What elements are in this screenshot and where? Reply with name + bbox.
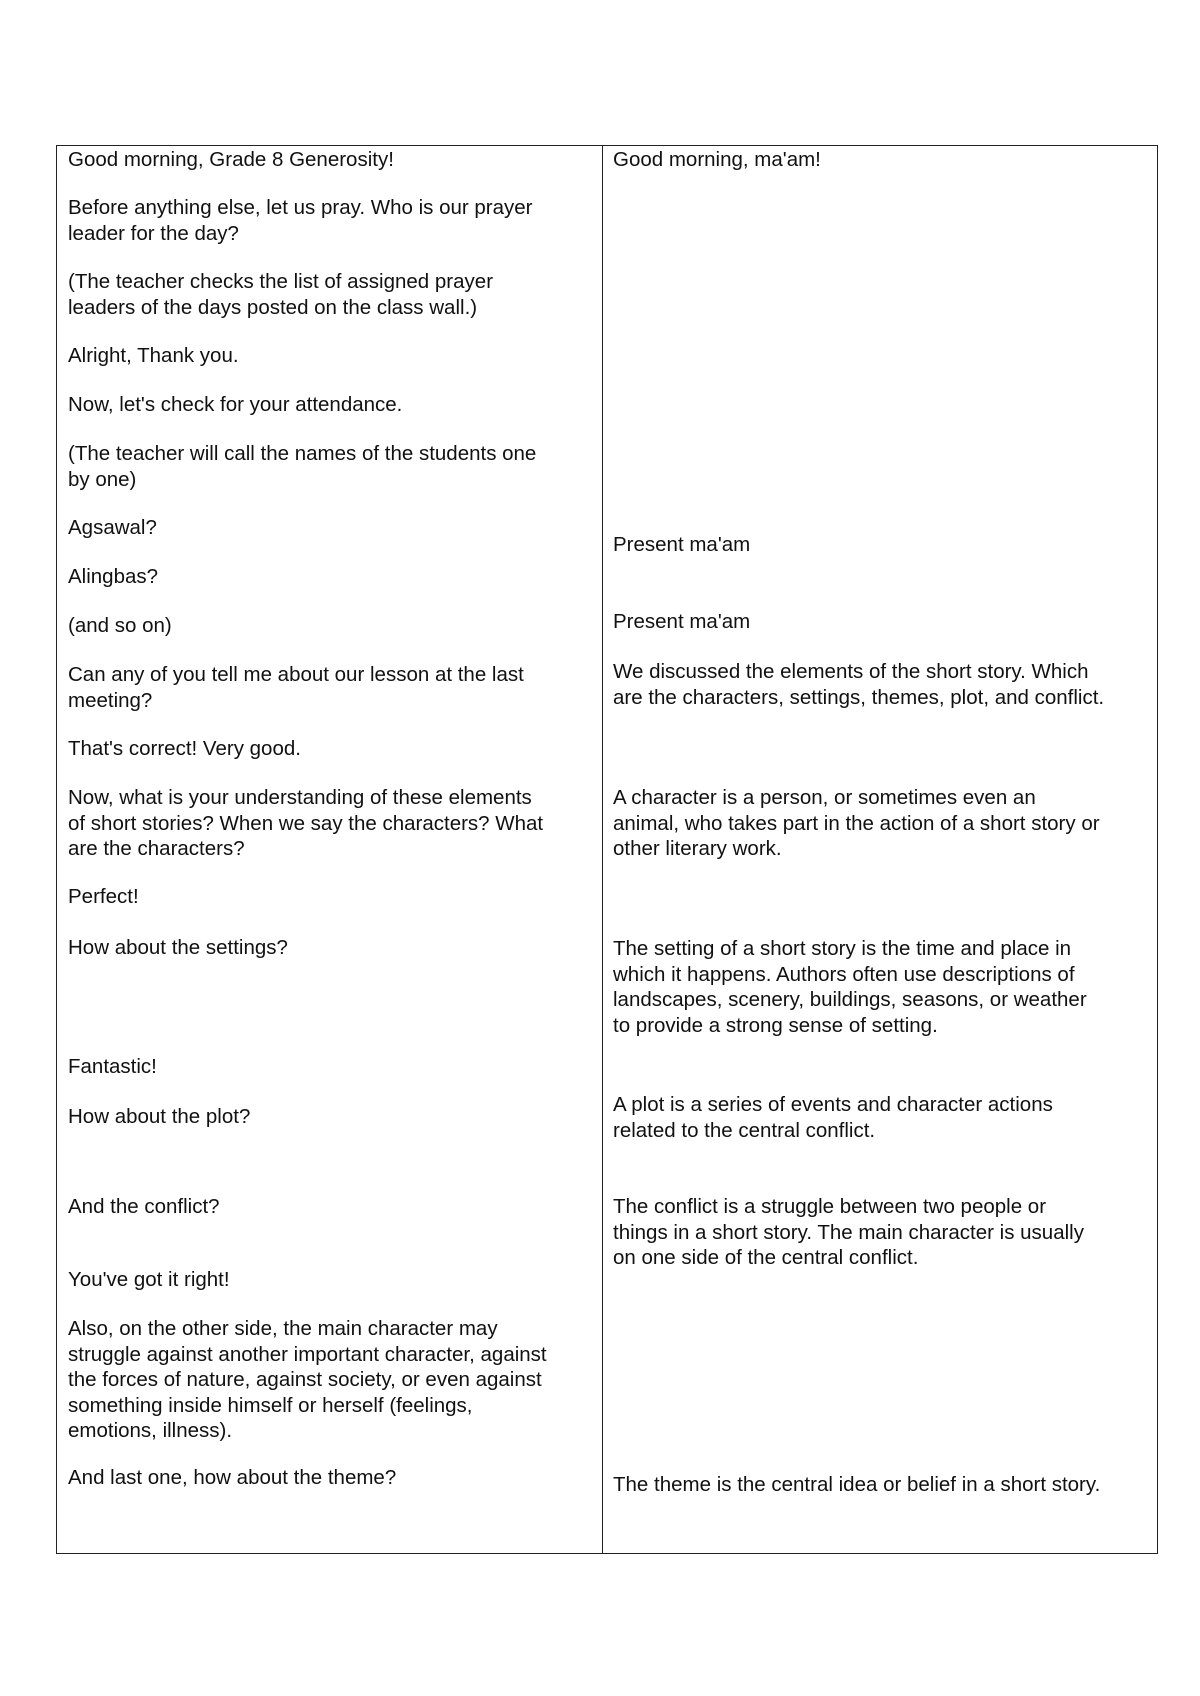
student-line: A plot is a series of events and character actions related to the central conflict. <box>613 1093 1053 1142</box>
teacher-line: How about the settings? <box>68 936 288 959</box>
student-line: Good morning, ma'am! <box>613 148 821 171</box>
student-line: We discussed the elements of the short story. Which are the characters, settings, themes, plot, and conflict. <box>613 660 1105 709</box>
teacher-line: Perfect! <box>68 885 139 908</box>
teacher-line: Agsawal? <box>68 516 157 539</box>
teacher-line: How about the plot? <box>68 1105 251 1128</box>
teacher-line: That's correct! Very good. <box>68 737 301 760</box>
column-divider <box>602 145 603 1554</box>
teacher-line: Alright, Thank you. <box>68 344 239 367</box>
teacher-line: Fantastic! <box>68 1055 157 1078</box>
student-line: The setting of a short story is the time and place in which it happens. Authors often use descriptions of landscapes, scenery, buildings, seasons, or weather to provide a strong sense of setting. <box>613 937 1087 1037</box>
teacher-line: (The teacher checks the list of assigned prayer leaders of the days posted on the class wall.) <box>68 270 494 319</box>
teacher-line: Now, what is your understanding of these elements of short stories? When we say the characters? What are the characters? <box>68 786 544 860</box>
teacher-line: Also, on the other side, the main character may struggle against another important character, against the forces of nature, against society, or even against something inside himself or herself (feelings, emotions, illness). <box>68 1317 547 1442</box>
teacher-line: Can any of you tell me about our lesson at the last meeting? <box>68 663 524 712</box>
teacher-line: Alingbas? <box>68 565 159 588</box>
teacher-line: And the conflict? <box>68 1195 220 1218</box>
student-line: The theme is the central idea or belief in a short story. <box>613 1473 1101 1496</box>
teacher-line: Good morning, Grade 8 Generosity! <box>68 148 394 171</box>
teacher-line: Now, let's check for your attendance. <box>68 393 403 416</box>
student-line: The conflict is a struggle between two people or things in a short story. The main character is usually on one side of the central conflict. <box>613 1195 1084 1269</box>
teacher-line: (and so on) <box>68 614 172 637</box>
student-line: A character is a person, or sometimes even an animal, who takes part in the action of a short story or other literary work. <box>613 786 1100 860</box>
teacher-line: (The teacher will call the names of the students one by one) <box>68 442 537 491</box>
student-line: Present ma'am <box>613 533 751 556</box>
student-line: Present ma'am <box>613 610 751 633</box>
teacher-line: Before anything else, let us pray. Who is our prayer leader for the day? <box>68 196 533 245</box>
teacher-line: You've got it right! <box>68 1268 230 1291</box>
teacher-line: And last one, how about the theme? <box>68 1466 397 1489</box>
